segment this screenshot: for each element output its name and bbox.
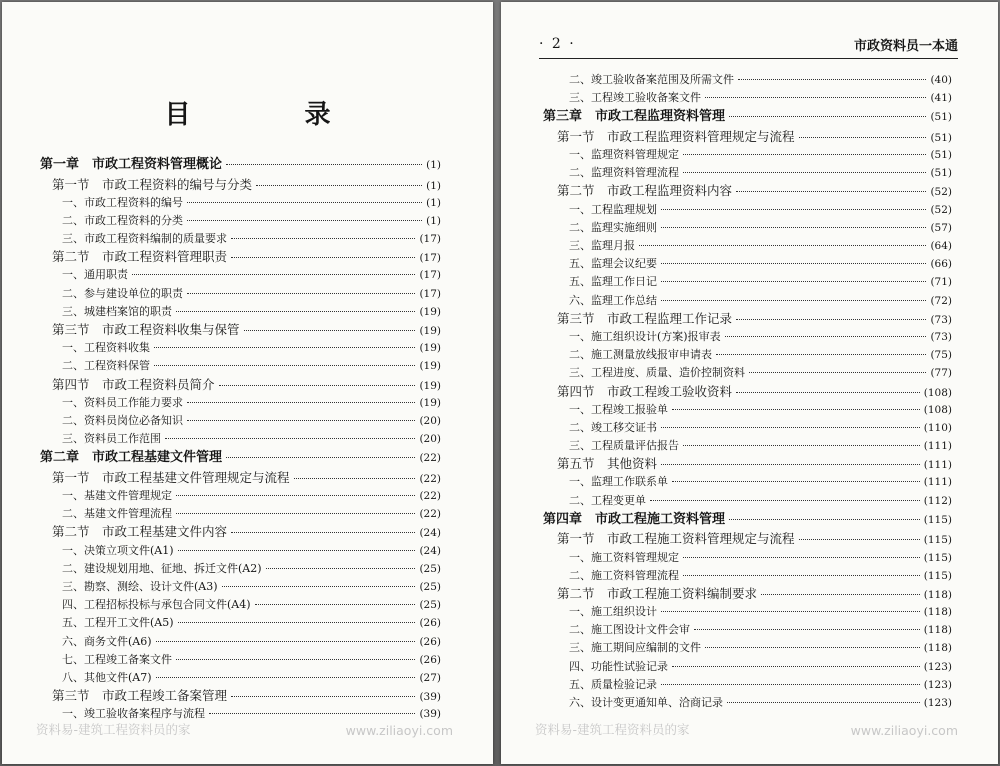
toc-entry-page: (111) [923, 440, 952, 453]
toc-leader-dots [683, 172, 926, 173]
toc-leader-dots [187, 420, 415, 421]
toc-entry-page: (25) [419, 580, 441, 593]
toc-entry-title: 一、施工组织设计 [569, 605, 657, 619]
toc-leader-dots [672, 666, 920, 667]
toc-entry-title: 二、施工测量放线报审申请表 [569, 348, 712, 362]
toc-entry-title: 三、城建档案馆的职责 [62, 304, 172, 318]
toc-entry-item [40, 394, 441, 412]
toc-entry-title: 第五节 其他资料 [557, 456, 658, 472]
toc-entry-item [543, 639, 952, 657]
toc-leader-dots [187, 202, 422, 203]
toc-entry-page: (66) [930, 258, 952, 271]
toc-entry-title: 二、基建文件管理流程 [62, 507, 172, 521]
toc-entry-page: (112) [923, 494, 952, 507]
toc-entry-page: (17) [419, 287, 441, 300]
toc-entry-page: (40) [930, 74, 952, 86]
toc-entry-title: 第一节 市政工程基建文件管理规定与流程 [52, 469, 290, 485]
toc-entry-title: 五、监理工作日记 [569, 275, 657, 289]
watermark-site-name: 资料易-建筑工程资料员的家 [535, 722, 690, 737]
toc-entry-item [543, 658, 952, 676]
toc-entry-page: (123) [923, 697, 952, 709]
toc-leader-dots [226, 164, 422, 165]
toc-entry-page: (19) [419, 342, 441, 355]
toc-entry-item [543, 567, 952, 585]
toc-entry-page: (39) [419, 691, 441, 704]
toc-entry-item [40, 578, 441, 596]
toc-entry-item [40, 669, 441, 687]
toc-entry-title: 第二节 市政工程基建文件内容 [52, 524, 228, 540]
toc-list-right [543, 71, 952, 712]
toc-entry-chapter [543, 107, 952, 128]
toc-entry-item [40, 303, 441, 321]
toc-entry-item [40, 487, 441, 505]
toc-entry-page: (1) [426, 214, 441, 227]
toc-entry-item [543, 328, 952, 346]
toc-entry-page: (52) [930, 203, 952, 216]
running-header [539, 32, 958, 59]
toc-entry-page: (118) [923, 642, 952, 655]
toc-entry-title: 三、工程质量评估报告 [569, 439, 679, 453]
toc-entry-title: 二、施工图设计文件会审 [569, 623, 690, 637]
toc-leader-dots [683, 154, 926, 155]
toc-entry-item [543, 292, 952, 310]
toc-entry-item [40, 633, 441, 651]
toc-entry-item [543, 364, 952, 382]
toc-entry-title: 三、市政工程资料编制的质量要求 [62, 232, 227, 246]
toc-entry-title: 三、施工期间应编制的文件 [569, 641, 701, 655]
toc-entry-page: (1) [426, 196, 441, 209]
toc-entry-page: (115) [923, 534, 952, 547]
toc-entry-title: 五、监理会议纪要 [569, 257, 657, 271]
toc-entry-section [40, 687, 441, 705]
toc-entry-title: 第一节 市政工程监理资料管理规定与流程 [557, 128, 795, 144]
toc-entry-section [40, 248, 441, 266]
toc-entry-title: 二、竣工验收备案范围及所需文件 [569, 73, 734, 86]
toc-entry-page: (20) [419, 414, 441, 427]
toc-leader-dots [176, 513, 415, 514]
toc-entry-title: 二、资料员岗位必备知识 [62, 413, 183, 427]
toc-entry-page: (19) [419, 396, 441, 409]
toc-entry-page: (64) [930, 240, 952, 252]
toc-entry-page: (118) [923, 624, 952, 637]
toc-entry-page: (17) [419, 233, 441, 246]
toc-entry-page: (1) [426, 179, 441, 192]
toc-leader-dots [187, 293, 415, 294]
toc-entry-item [543, 549, 952, 567]
toc-entry-page: (25) [419, 562, 441, 575]
watermark-url: www.ziliaoyi.com [850, 723, 958, 738]
toc-leader-dots [176, 659, 415, 660]
toc-entry-chapter [40, 155, 441, 176]
toc-entry-title: 第四节 市政工程竣工验收资料 [557, 383, 733, 399]
toc-entry-page: (20) [419, 433, 441, 446]
toc-entry-section [543, 310, 952, 328]
toc-entry-page: (51) [930, 111, 952, 124]
toc-entry-page: (27) [419, 671, 441, 684]
toc-entry-item [40, 230, 441, 248]
toc-entry-item [40, 542, 441, 560]
toc-entry-title: 第三节 市政工程资料收集与保管 [52, 322, 240, 337]
toc-leader-dots [725, 336, 927, 337]
watermark-site-name: 资料易-建筑工程资料员的家 [36, 722, 191, 737]
toc-entry-page: (111) [923, 459, 952, 472]
toc-leader-dots [255, 604, 416, 605]
toc-entry-title: 第四节 市政工程资料员简介 [52, 376, 215, 392]
toc-entry-title: 三、工程竣工验收备案文件 [569, 91, 701, 105]
toc-leader-dots [672, 481, 920, 482]
toc-entry-item [40, 285, 441, 303]
toc-entry-page: (19) [419, 305, 441, 318]
toc-leader-dots [729, 519, 920, 520]
toc-entry-title: 第三节 市政工程监理工作记录 [557, 310, 733, 326]
toc-entry-item [543, 346, 952, 364]
toc-entry-title: 四、功能性试验记录 [569, 659, 668, 673]
toc-entry-page: (73) [930, 313, 952, 326]
toc-entry-item [543, 473, 952, 491]
toc-entry-title: 第三章 市政工程监理资料管理 [543, 109, 726, 125]
toc-entry-section [40, 523, 441, 541]
toc-entry-page: (22) [419, 490, 441, 502]
toc-entry-page: (51) [930, 131, 952, 144]
toc-leader-dots [176, 495, 415, 496]
toc-entry-title: 二、参与建设单位的职责 [62, 286, 183, 300]
toc-entry-page: (52) [930, 186, 952, 199]
toc-entry-page: (115) [923, 569, 952, 582]
toc-leader-dots [294, 478, 416, 479]
toc-entry-title: 三、工程进度、质量、造价控制资料 [569, 366, 745, 380]
toc-entry-page: (19) [419, 379, 441, 392]
toc-entry-title: 一、施工资料管理规定 [569, 550, 679, 564]
toc-leader-dots [156, 677, 416, 678]
toc-entry-title: 一、通用职责 [62, 268, 128, 282]
toc-list-left [40, 155, 441, 723]
toc-entry-item [40, 651, 441, 669]
toc-entry-title: 一、竣工验收备案程序与流程 [62, 707, 205, 721]
toc-leader-dots [176, 311, 415, 312]
toc-entry-title: 一、施工组织设计(方案)报审表 [569, 329, 721, 343]
toc-entry-title: 二、工程资料保管 [62, 359, 150, 373]
toc-entry-item [40, 560, 441, 578]
toc-entry-title: 一、工程竣工报验单 [569, 402, 668, 416]
toc-entry-title: 第三节 市政工程竣工备案管理 [52, 688, 228, 704]
toc-leader-dots [749, 372, 926, 373]
toc-entry-title: 一、决策立项文件(A1) [62, 543, 174, 557]
toc-entry-title: 六、设计变更通知单、洽商记录 [569, 696, 723, 709]
toc-entry-page: (26) [419, 653, 441, 666]
toc-entry-item [40, 212, 441, 230]
toc-entry-page: (51) [930, 149, 952, 162]
toc-leader-dots [736, 191, 926, 192]
toc-leader-dots [729, 116, 926, 117]
toc-leader-dots [209, 713, 415, 714]
toc-entry-page: (108) [923, 386, 952, 399]
toc-leader-dots [219, 385, 416, 386]
toc-entry-page: (17) [419, 269, 441, 282]
toc-entry-title: 六、监理工作总结 [569, 293, 657, 307]
toc-entry-item [543, 89, 952, 107]
toc-entry-page: (75) [930, 349, 952, 362]
toc-entry-item [40, 194, 441, 212]
toc-leader-dots [661, 684, 920, 685]
toc-leader-dots [661, 427, 920, 428]
toc-entry-section [40, 469, 441, 487]
toc-entry-page: (24) [419, 527, 441, 540]
toc-entry-page: (24) [419, 544, 441, 557]
toc-entry-title: 一、基建文件管理规定 [62, 489, 172, 502]
running-title: 市政资料员一本通 [853, 39, 958, 54]
toc-leader-dots [661, 281, 926, 282]
toc-entry-page: (22) [419, 508, 441, 521]
toc-entry-item [543, 146, 952, 164]
toc-leader-dots [244, 330, 416, 331]
toc-entry-item [543, 419, 952, 437]
watermark-url: www.ziliaoyi.com [345, 723, 453, 738]
toc-entry-item [40, 339, 441, 357]
toc-entry-page: (51) [930, 167, 952, 180]
toc-entry-title: 二、工程变更单 [569, 493, 646, 507]
toc-entry-title: 二、建设规划用地、征地、拆迁文件(A2) [62, 561, 262, 575]
toc-leader-dots [705, 97, 926, 98]
toc-leader-dots [187, 220, 422, 221]
toc-leader-dots [683, 445, 920, 446]
toc-entry-section [543, 383, 952, 401]
toc-leader-dots [231, 696, 415, 697]
toc-leader-dots [736, 392, 920, 393]
right-page [501, 2, 998, 764]
toc-entry-section [40, 321, 441, 339]
toc-entry-item [40, 505, 441, 523]
toc-entry-item [543, 437, 952, 455]
toc-leader-dots [799, 539, 920, 540]
toc-entry-title: 第四章 市政工程施工资料管理 [543, 511, 726, 527]
toc-entry-section [543, 128, 952, 146]
toc-entry-page: (77) [930, 367, 952, 380]
toc-entry-item [40, 614, 441, 632]
toc-entry-page: (1) [426, 159, 441, 171]
toc-entry-title: 八、其他文件(A7) [62, 670, 152, 684]
toc-entry-section [543, 455, 952, 473]
toc-entry-title: 第一节 市政工程资料的编号与分类 [52, 176, 253, 192]
toc-leader-dots [178, 622, 416, 623]
toc-leader-dots [705, 647, 920, 648]
toc-leader-dots [154, 365, 415, 366]
toc-entry-item [543, 255, 952, 273]
toc-leader-dots [761, 594, 920, 595]
toc-leader-dots [154, 347, 415, 348]
toc-entry-section [543, 182, 952, 200]
toc-entry-page: (73) [930, 330, 952, 343]
toc-leader-dots [716, 354, 926, 355]
toc-entry-title: 一、监理工作联系单 [569, 475, 668, 489]
toc-entry-page: (115) [923, 551, 952, 564]
left-page [2, 2, 493, 764]
toc-entry-title: 二、市政工程资料的分类 [62, 213, 183, 227]
toc-leader-dots [661, 209, 926, 210]
toc-leader-dots [661, 300, 926, 301]
toc-entry-page: (111) [923, 476, 952, 489]
toc-leader-dots [156, 641, 416, 642]
toc-entry-item [40, 412, 441, 430]
toc-entry-item [543, 237, 952, 255]
toc-entry-chapter [40, 448, 441, 469]
toc-entry-page: (110) [923, 421, 952, 434]
toc-entry-section [40, 176, 441, 194]
toc-entry-item [543, 621, 952, 639]
toc-entry-section [40, 376, 441, 394]
toc-entry-title: 七、工程竣工备案文件 [62, 652, 172, 666]
toc-entry-title: 一、工程监理规划 [569, 202, 657, 216]
toc-entry-item [543, 164, 952, 182]
toc-entry-page: (108) [923, 403, 952, 416]
toc-leader-dots [266, 568, 416, 569]
toc-leader-dots [639, 245, 926, 246]
toc-leader-dots [256, 185, 422, 186]
toc-entry-page: (123) [923, 660, 952, 673]
toc-entry-page: (115) [923, 513, 952, 526]
toc-entry-item [543, 694, 952, 712]
toc-leader-dots [650, 500, 920, 501]
toc-leader-dots [231, 238, 415, 239]
toc-entry-page: (19) [419, 325, 441, 337]
toc-entry-page: (25) [419, 599, 441, 612]
toc-entry-title: 一、工程资料收集 [62, 341, 150, 355]
toc-entry-title: 第二章 市政工程基建文件管理 [40, 450, 223, 466]
toc-entry-title: 第二节 市政工程监理资料内容 [557, 183, 733, 199]
toc-entry-item [40, 430, 441, 448]
toc-entry-title: 二、竣工移交证书 [569, 420, 657, 434]
toc-entry-title: 三、监理月报 [569, 239, 635, 252]
toc-leader-dots [672, 409, 920, 410]
toc-entry-page: (118) [923, 606, 952, 619]
toc-entry-item [543, 71, 952, 89]
toc-leader-dots [661, 611, 920, 612]
toc-leader-dots [736, 319, 926, 320]
toc-entry-section [543, 585, 952, 603]
toc-leader-dots [727, 702, 920, 703]
toc-entry-title: 二、施工资料管理流程 [569, 568, 679, 582]
toc-entry-page: (41) [930, 92, 952, 105]
toc-leader-dots [661, 464, 920, 465]
toc-entry-page: (26) [419, 617, 441, 630]
toc-entry-title: 四、工程招标投标与承包合同文件(A4) [62, 598, 251, 612]
toc-leader-dots [222, 586, 416, 587]
toc-entry-item [543, 676, 952, 694]
toc-entry-item [543, 273, 952, 291]
toc-entry-page: (22) [419, 472, 441, 485]
toc-leader-dots [661, 227, 926, 228]
toc-entry-title: 第二节 市政工程资料管理职责 [52, 249, 228, 265]
toc-entry-item [543, 219, 952, 237]
toc-leader-dots [165, 438, 415, 439]
toc-leader-dots [738, 79, 926, 80]
toc-leader-dots [226, 457, 415, 458]
toc-entry-page: (39) [419, 708, 441, 721]
toc-leader-dots [187, 402, 415, 403]
toc-entry-item [543, 401, 952, 419]
toc-leader-dots [799, 137, 927, 138]
toc-entry-page: (22) [419, 452, 441, 465]
toc-entry-title: 一、市政工程资料的编号 [62, 195, 183, 209]
toc-entry-title: 六、商务文件(A6) [62, 634, 152, 648]
toc-title: 目 录 [164, 100, 375, 130]
toc-leader-dots [231, 532, 415, 533]
toc-entry-page: (118) [923, 588, 952, 601]
toc-leader-dots [132, 274, 415, 275]
toc-entry-title: 第二节 市政工程施工资料编制要求 [557, 585, 758, 601]
toc-entry-page: (72) [930, 294, 952, 307]
toc-entry-title: 三、资料员工作范围 [62, 432, 161, 446]
toc-entry-item [543, 603, 952, 621]
toc-entry-page: (26) [419, 635, 441, 648]
toc-entry-page: (71) [930, 276, 952, 289]
toc-entry-page: (123) [923, 678, 952, 691]
page-number: · 2 · [539, 36, 576, 52]
toc-entry-section [543, 530, 952, 548]
toc-leader-dots [683, 575, 920, 576]
toc-leader-dots [231, 257, 415, 258]
toc-entry-item [543, 492, 952, 510]
toc-leader-dots [694, 629, 920, 630]
toc-leader-dots [178, 550, 416, 551]
toc-entry-title: 一、资料员工作能力要求 [62, 395, 183, 409]
toc-entry-item [40, 357, 441, 375]
toc-leader-dots [683, 557, 920, 558]
toc-entry-title: 五、工程开工文件(A5) [62, 616, 174, 630]
toc-entry-page: (19) [419, 360, 441, 373]
toc-leader-dots [661, 263, 926, 264]
toc-entry-title: 二、监理资料管理流程 [569, 166, 679, 180]
toc-entry-chapter [543, 510, 952, 531]
toc-entry-title: 一、监理资料管理规定 [569, 148, 679, 162]
toc-entry-page: (17) [419, 252, 441, 265]
toc-entry-page: (57) [930, 221, 952, 234]
toc-entry-title: 第一章 市政工程资料管理概论 [40, 157, 223, 172]
toc-entry-title: 三、勘察、测绘、设计文件(A3) [62, 579, 218, 593]
toc-entry-title: 二、监理实施细则 [569, 220, 657, 234]
toc-entry-item [40, 266, 441, 284]
toc-entry-title: 五、质量检验记录 [569, 677, 657, 691]
toc-entry-item [543, 201, 952, 219]
toc-entry-item [40, 596, 441, 614]
toc-entry-title: 第一节 市政工程施工资料管理规定与流程 [557, 531, 795, 547]
